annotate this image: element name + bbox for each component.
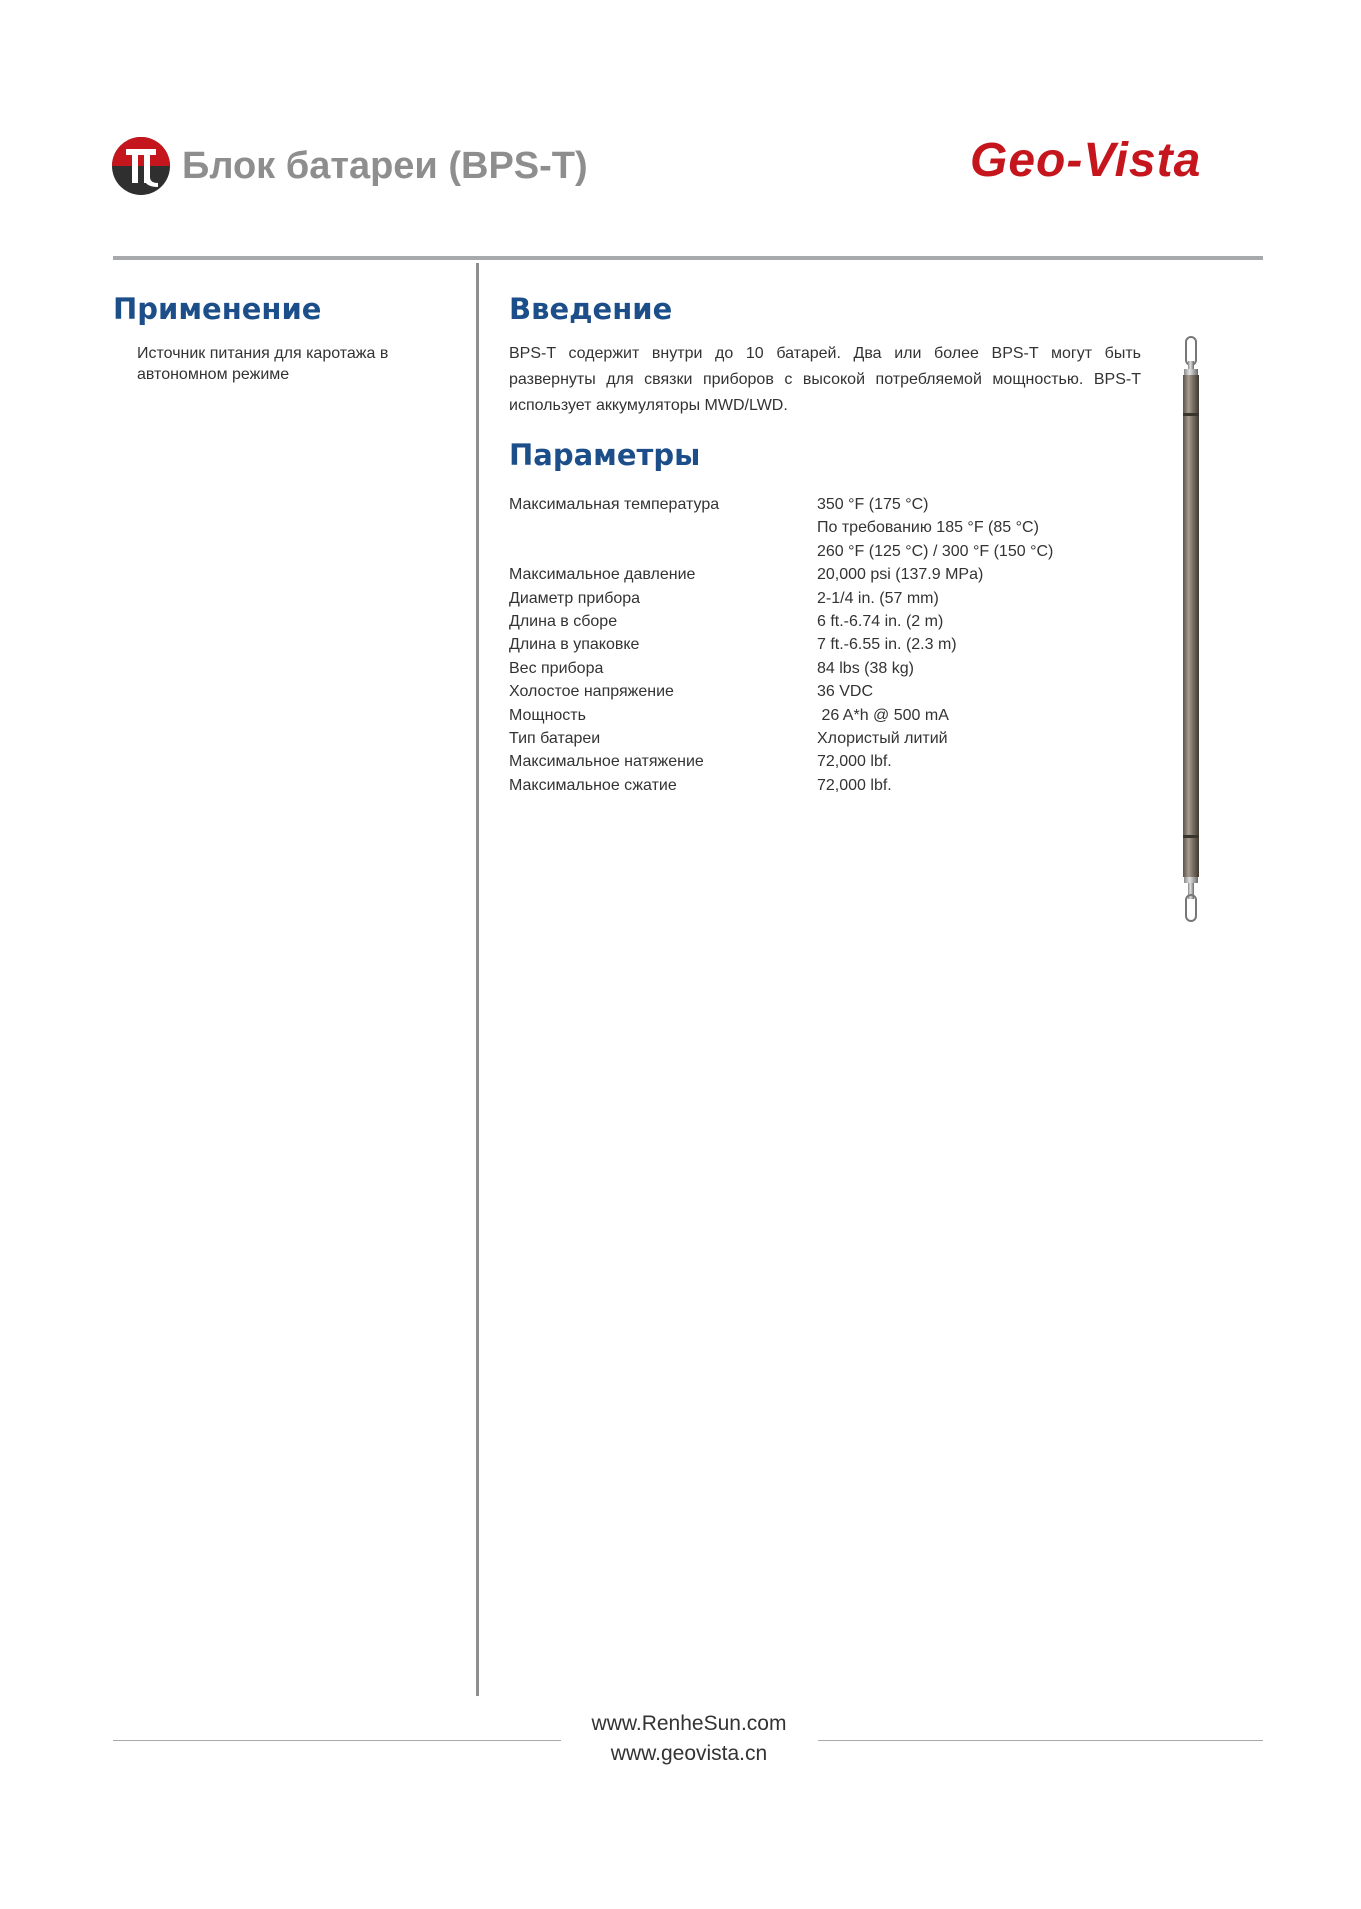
parameters-table (509, 493, 1129, 797)
spec-label: Максимальное давление (509, 566, 696, 584)
document-title: Блок батареи (BPS-T) (182, 145, 588, 187)
spec-row (509, 680, 1129, 703)
spec-label: Максимальное натяжение (509, 753, 704, 771)
spec-value: 36 VDC (817, 683, 874, 701)
spec-value: 6 ft.-6.74 in. (2 m) (817, 613, 944, 631)
spec-row (509, 704, 1129, 727)
spec-value: 7 ft.-6.55 in. (2.3 m) (817, 636, 957, 654)
spec-row (509, 774, 1129, 797)
footer-rule-left (113, 1740, 561, 1741)
spec-value: 84 lbs (38 kg) (817, 659, 914, 677)
spec-row (509, 750, 1129, 773)
spec-value: 26 A*h @ 500 mA (817, 706, 949, 724)
spec-label: Максимальное сжатие (509, 776, 677, 794)
header-divider (113, 256, 1263, 260)
spec-row (509, 727, 1129, 750)
spec-row (509, 633, 1129, 656)
application-heading: Применение (113, 292, 322, 326)
spec-value: Хлористый литий (817, 730, 948, 748)
company-logo-icon (112, 137, 170, 195)
spec-value: 2-1/4 in. (57 mm) (817, 589, 939, 607)
spec-label: Диаметр прибора (509, 589, 641, 607)
parameters-heading: Параметры (509, 438, 701, 472)
spec-value: 260 °F (125 °C) / 300 °F (150 °C) (817, 542, 1054, 560)
spec-label: Тип батареи (509, 730, 601, 748)
spec-value: 72,000 lbf. (817, 776, 892, 794)
spec-row (509, 587, 1129, 610)
footer-link-renhesun[interactable]: www.RenheSun.com (591, 1712, 787, 1735)
spec-row (509, 493, 1129, 563)
spec-label: Длина в упаковке (509, 636, 640, 654)
introduction-text: BPS-T содержит внутри до 10 батарей. Два или более BPS-T могут быть развернуты для связки приборов с высокой потребляемой мощностью. BPS-T использует аккумуляторы MWD/LWD. (509, 345, 1141, 414)
spec-value: 72,000 lbf. (817, 753, 892, 771)
spec-label: Длина в сборе (509, 613, 618, 631)
spec-value: 350 °F (175 °C) (817, 496, 929, 513)
spec-row (509, 657, 1129, 680)
brand-logo: Geo-Vista (970, 134, 1202, 187)
spec-label: Мощность (509, 706, 586, 724)
spec-value: 20,000 psi (137.9 MPa) (817, 566, 984, 584)
spec-label: Максимальная температура (509, 496, 720, 513)
spec-value: По требованию 185 °F (85 °C) (817, 519, 1039, 537)
footer-link-geovista[interactable]: www.geovista.cn (610, 1742, 768, 1765)
spec-label: Вес прибора (509, 659, 604, 677)
battery-tool-image (1179, 335, 1203, 925)
spec-label: Холостое напряжение (509, 683, 674, 701)
footer-rule-right (818, 1740, 1263, 1741)
spec-row (509, 610, 1129, 633)
introduction-heading: Введение (509, 292, 673, 326)
spec-row (509, 563, 1129, 586)
column-divider (476, 263, 479, 1696)
application-text: Источник питания для каротажа в автономном режиме (137, 345, 389, 383)
